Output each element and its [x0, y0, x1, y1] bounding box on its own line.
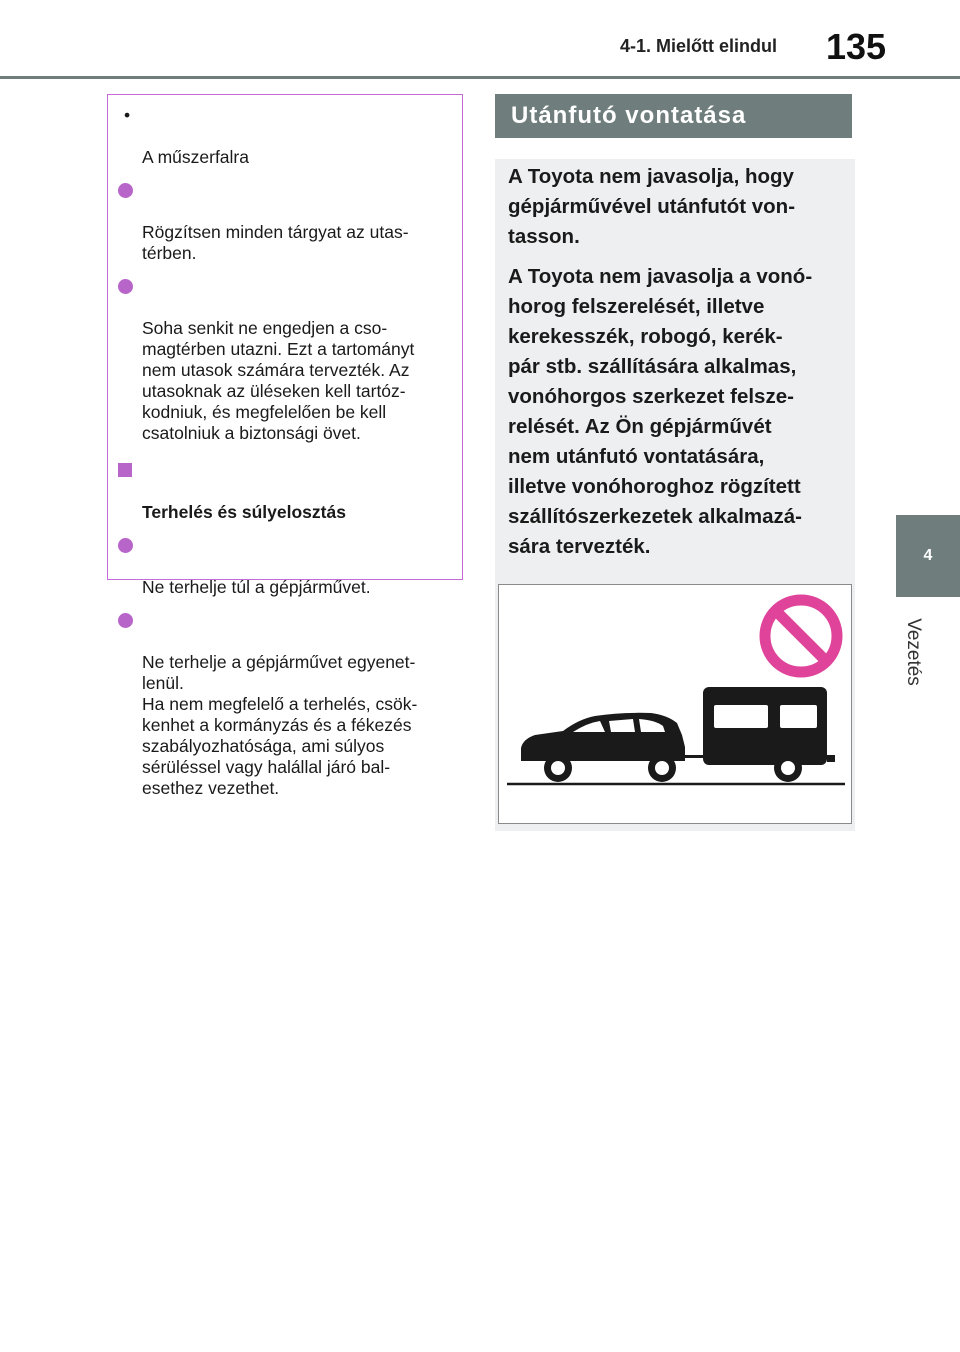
list-item-text: A műszerfalra: [142, 147, 249, 167]
subheading: [118, 460, 450, 523]
towing-illustration: [498, 584, 852, 824]
chapter-label: [898, 607, 928, 697]
list-item: [118, 535, 450, 598]
prohibition-icon: [765, 600, 837, 672]
caution-box: [107, 94, 463, 798]
towing-illustration-svg: [499, 585, 851, 823]
bullet-circle-icon: [118, 279, 133, 294]
list-item: [118, 105, 450, 168]
towing-paragraph: A Toyota nem javasolja a vonó- horog felszerelését, illetve kerekesszék, robogó, kerék- pár stb. szállítására alkalmas, vonóhorgos szerkezet felsze- relését. Az Ön gépjárművét nem utánfutó vontatására, illetve vonóhoroghoz rögzített szállítószerkezetek alkalmazá- sára tervezték.: [508, 265, 813, 558]
chapter-name: Vezetés: [903, 618, 925, 686]
towing-paragraph: A Toyota nem javasolja, hogy gépjárművével utánfutót von- tasson.: [508, 165, 796, 248]
section-title: 4-1. Mielőtt elindul: [620, 36, 778, 56]
bullet-circle-icon: [118, 538, 133, 553]
towing-text: [508, 162, 848, 572]
list-item-text: Ne terhelje a gépjárművet egyenet- lenül. Ha nem megfelelő a terhelés, csök- kenhet a kormányzás és a fékezés szabályozhatósága, ami súlyos sérüléssel vagy halállal járó bal- esethez vezethet.: [142, 652, 418, 798]
list-item-text: Ne terhelje túl a gépjárművet.: [142, 577, 371, 597]
list-item-text: Soha senkit ne engedjen a cso- magtérben utazni. Ezt a tartományt nem utasok számára tervezték. Az utasoknak az üléseken kell tartóz- kodniuk, és megfelelően be kell csatolniuk a biztonsági övet.: [142, 318, 415, 443]
caravan-trailer-icon: [703, 687, 835, 782]
chapter-tab[interactable]: [896, 515, 960, 597]
page-number: 135: [826, 26, 887, 67]
bullet-square-icon: [118, 463, 132, 477]
list-item: [118, 180, 450, 264]
bullet-circle-icon: [118, 183, 133, 198]
list-item-text: Rögzítsen minden tárgyat az utas- térben.: [142, 222, 409, 263]
section-heading-bar: [495, 94, 852, 138]
chapter-number: 4: [923, 547, 933, 564]
section-heading: Utánfutó vontatása: [511, 102, 747, 129]
bullet-dot-icon: •: [124, 105, 131, 125]
bullet-circle-icon: [118, 613, 133, 628]
subheading-text: Terhelés és súlyelosztás: [142, 502, 346, 522]
list-item: [118, 276, 450, 444]
list-item: [118, 610, 450, 799]
car-icon: [521, 713, 705, 782]
header-divider: [0, 76, 960, 79]
